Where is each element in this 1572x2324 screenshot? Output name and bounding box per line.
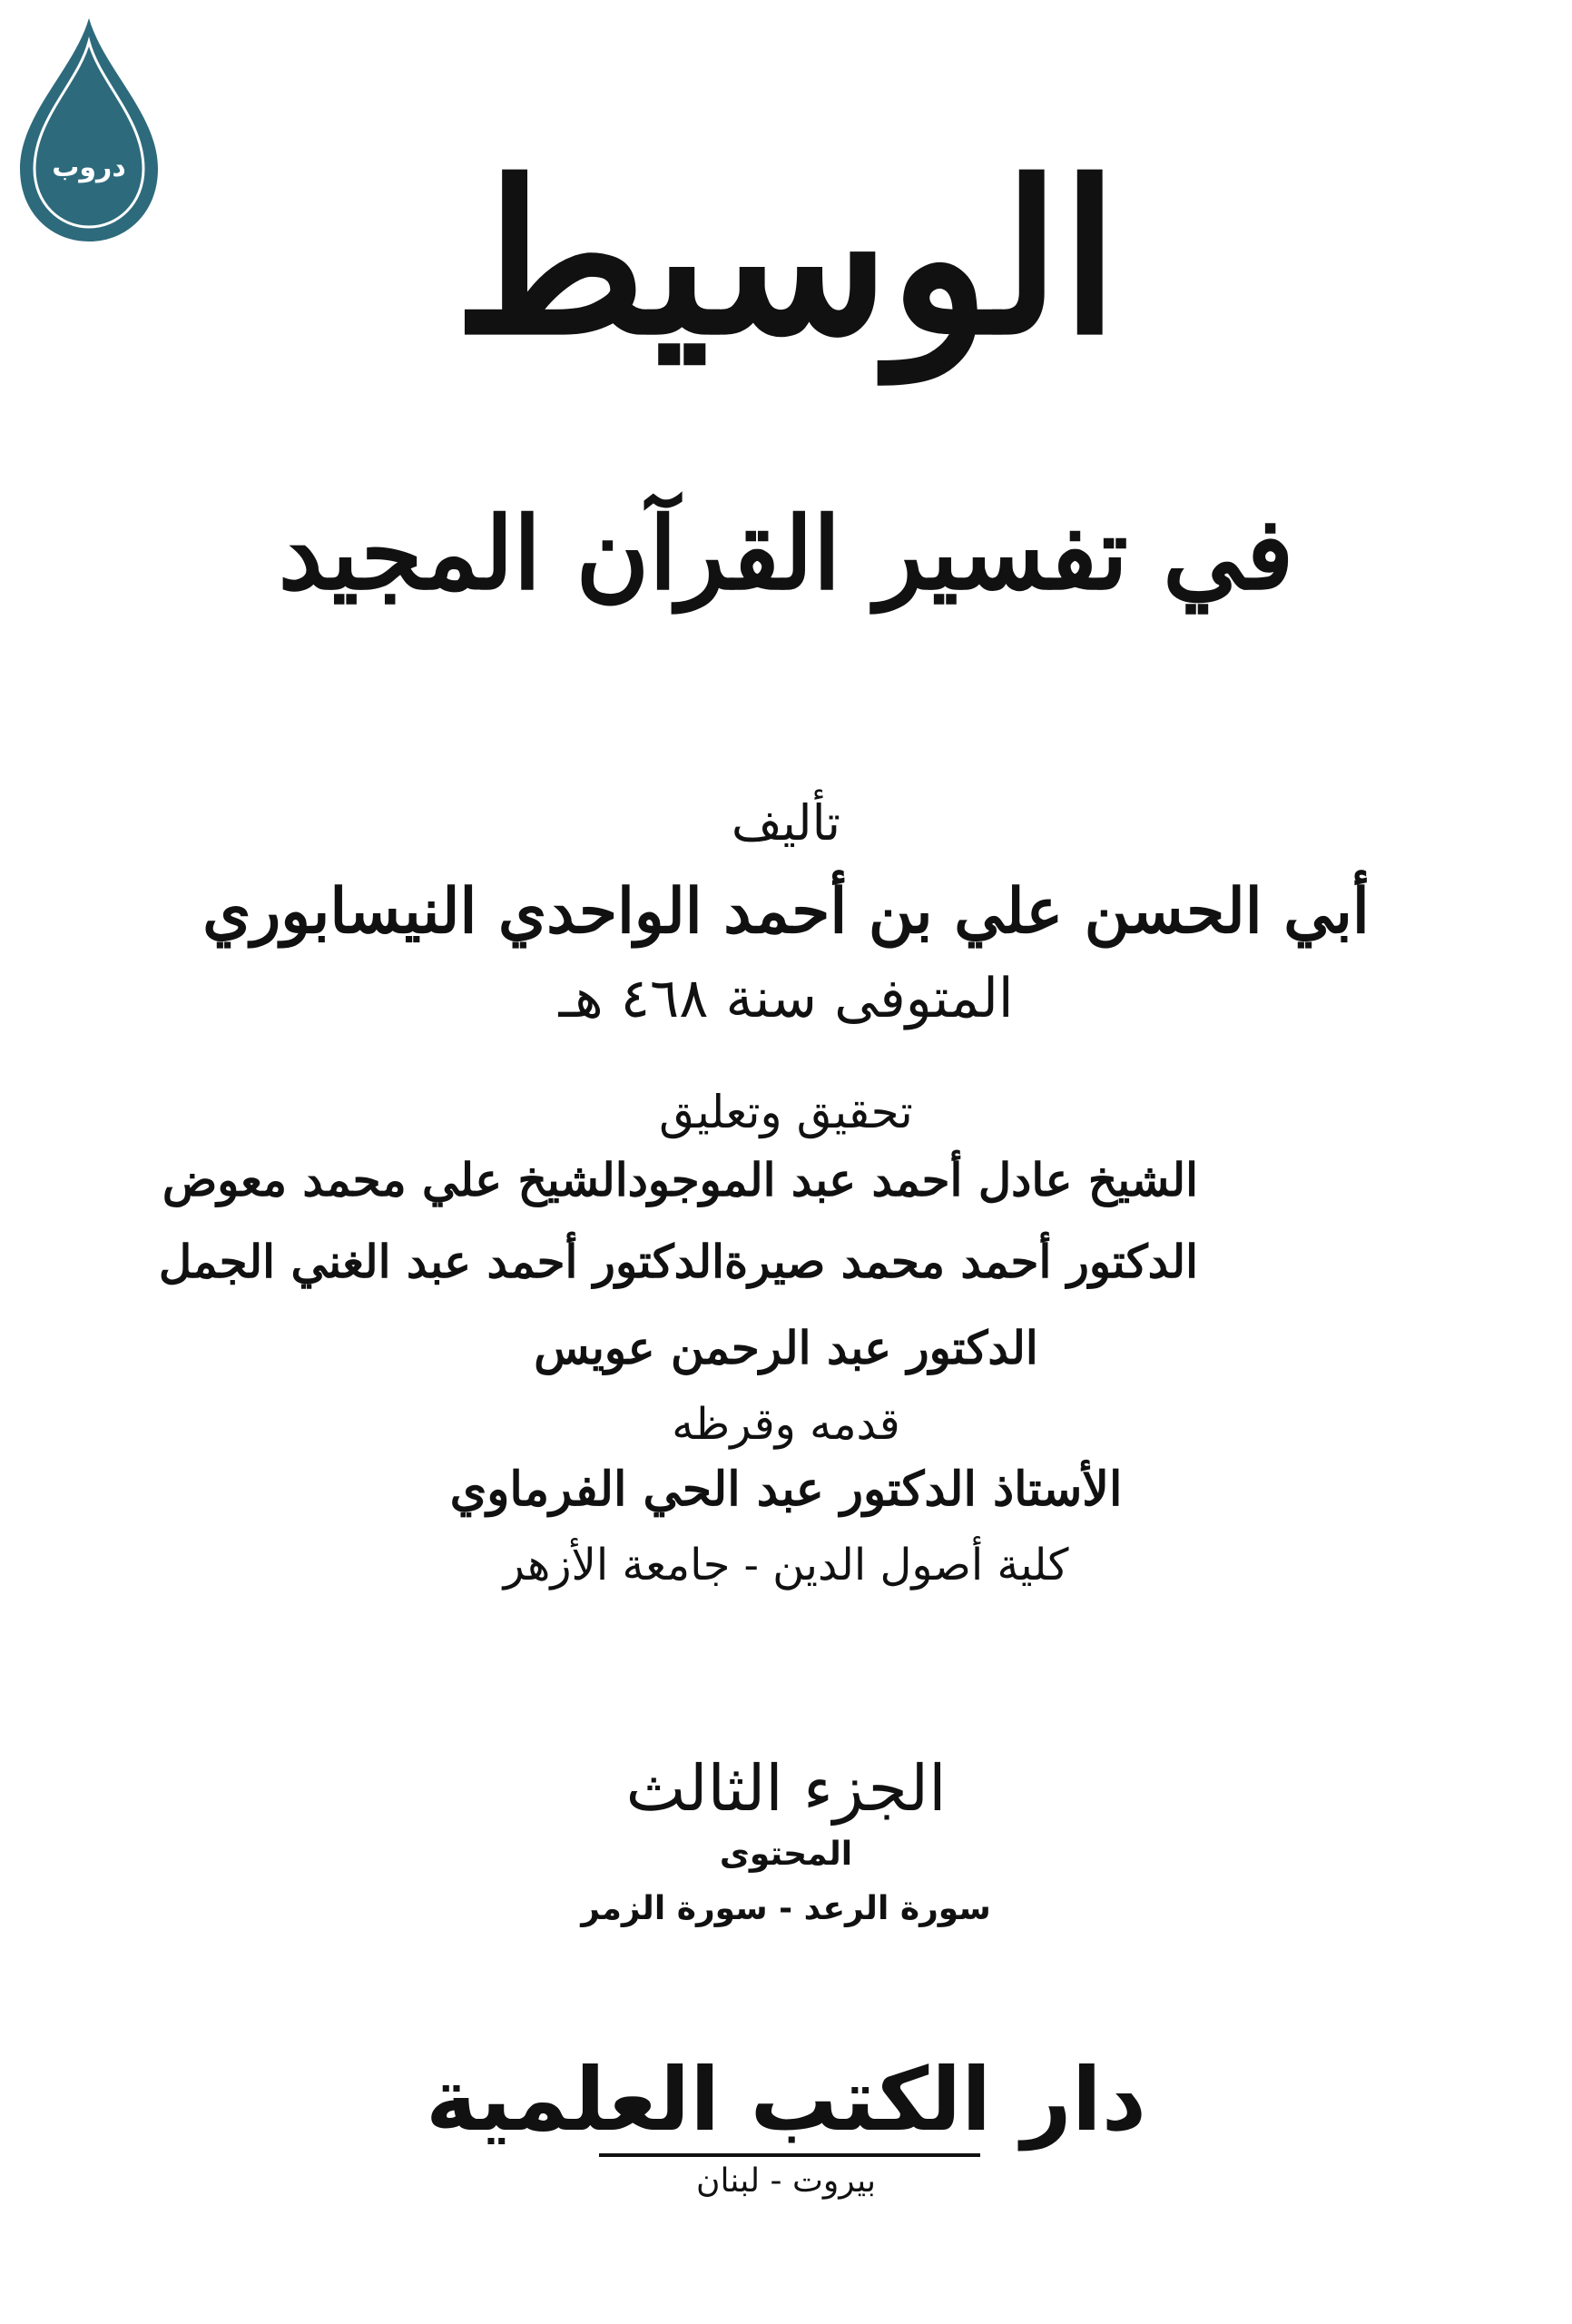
contents-range: سورة الرعد - سورة الزمر: [581, 1890, 991, 1927]
contents-label: المحتوى: [719, 1836, 853, 1873]
volume-number: الجزء الثالث: [625, 1751, 947, 1826]
author-death-note: المتوفى سنة ٤٦٨ هـ: [558, 967, 1014, 1030]
author-name: أبي الحسن علي بن أحمد الواحدي النيسابوري: [202, 875, 1370, 948]
author-label: تأليف: [731, 794, 841, 852]
foreword-author: الأستاذ الدكتور عبد الحي الفرماوي: [449, 1462, 1123, 1517]
editor-name: الشيخ علي محمد معوض: [162, 1153, 628, 1206]
logo-text: دروب: [52, 152, 126, 183]
editor-name: الشيخ عادل أحمد عبد الموجود: [627, 1153, 1198, 1206]
book-subtitle: في تفسير القرآن المجيد: [278, 495, 1294, 612]
faculty-affiliation: كلية أصول الدين - جامعة الأزهر: [503, 1540, 1069, 1590]
editor-name: الدكتور عبد الرحمن عويس: [534, 1321, 1038, 1374]
editors-row-1: [162, 1153, 1198, 1206]
editor-name: الدكتور أحمد عبد الغني الجمل: [158, 1235, 725, 1288]
editors-row-2: [158, 1235, 1198, 1288]
publisher-divider: [599, 2153, 980, 2157]
editor-name: الدكتور أحمد محمد صيرة: [724, 1235, 1198, 1288]
book-title: الوسيط: [453, 136, 1119, 381]
foreword-label: قدمه وقرظه: [672, 1399, 900, 1450]
publisher-location: بيروت - لبنان: [696, 2162, 876, 2200]
editors-label: تحقيق وتعليق: [659, 1086, 913, 1138]
publisher-name: دار الكتب العلمية: [426, 2049, 1146, 2151]
